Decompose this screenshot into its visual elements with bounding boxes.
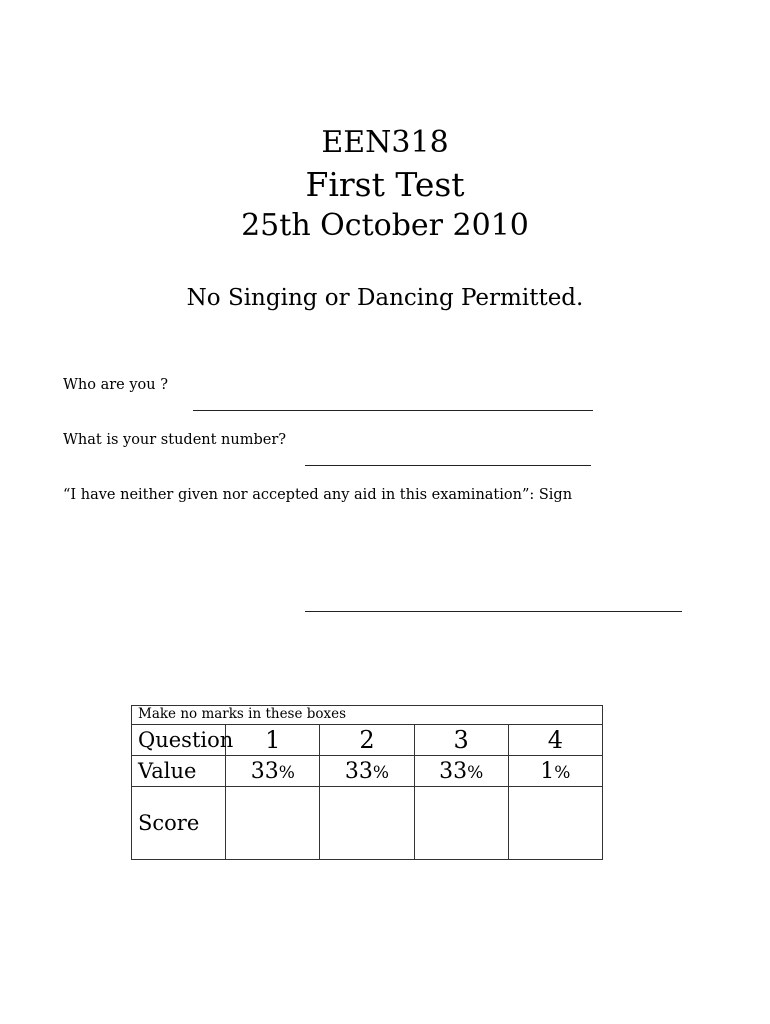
percent-sign: % bbox=[372, 762, 390, 783]
score-row bbox=[132, 787, 603, 860]
test-title: First Test bbox=[305, 165, 465, 204]
question-number: 1 bbox=[226, 725, 320, 756]
student-number-prompt: What is your student number? bbox=[63, 432, 287, 448]
score-box bbox=[508, 787, 602, 860]
signature-field[interactable] bbox=[305, 611, 682, 612]
question-number: 3 bbox=[414, 725, 508, 756]
student-number-field[interactable] bbox=[305, 465, 591, 466]
percent-sign: % bbox=[467, 762, 484, 783]
percent-sign: % bbox=[278, 762, 295, 783]
course-code: EEN318 bbox=[321, 125, 449, 160]
honor-pledge: “I have neither given nor accepted any aid in this examination”: Sign bbox=[63, 487, 573, 503]
question-number: 2 bbox=[320, 725, 414, 756]
name-field[interactable] bbox=[193, 410, 593, 411]
score-box bbox=[226, 787, 320, 860]
question-row bbox=[132, 725, 603, 756]
score-box bbox=[320, 787, 414, 860]
value-number: 33 bbox=[344, 758, 373, 784]
value-row bbox=[132, 756, 603, 787]
marks-note: Make no marks in these boxes bbox=[132, 706, 603, 725]
value-number: 1 bbox=[540, 758, 555, 784]
marks-note-row bbox=[132, 706, 603, 725]
score-header: Score bbox=[132, 787, 226, 860]
test-date: 25th October 2010 bbox=[241, 208, 529, 243]
exam-rule: No Singing or Dancing Permitted. bbox=[186, 285, 584, 311]
question-value bbox=[320, 756, 414, 787]
question-value bbox=[226, 756, 320, 787]
question-header: Question bbox=[132, 725, 226, 756]
question-number: 4 bbox=[508, 725, 602, 756]
value-number: 33 bbox=[439, 758, 468, 784]
value-header: Value bbox=[132, 756, 226, 787]
question-value bbox=[414, 756, 508, 787]
marks-table bbox=[131, 705, 603, 860]
percent-sign: % bbox=[554, 762, 571, 783]
name-prompt: Who are you ? bbox=[63, 377, 168, 393]
question-value bbox=[508, 756, 602, 787]
score-box bbox=[414, 787, 508, 860]
value-number: 33 bbox=[250, 758, 279, 784]
